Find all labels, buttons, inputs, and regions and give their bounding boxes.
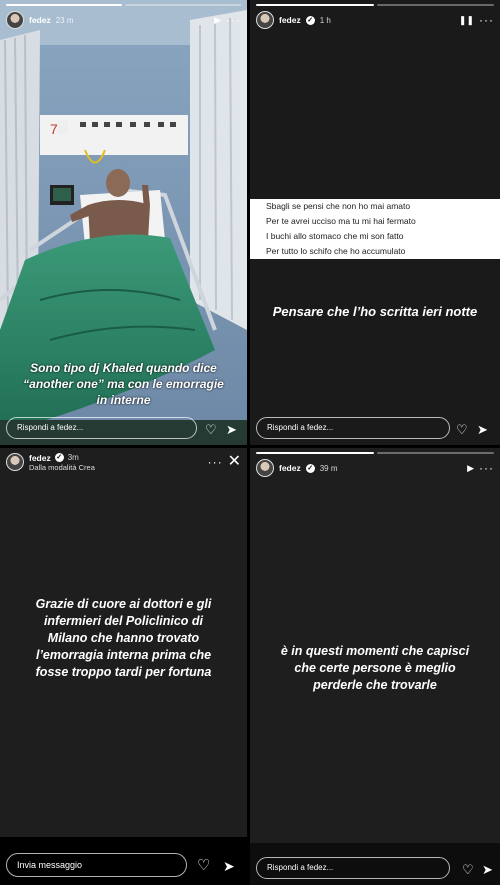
username[interactable]: fedez bbox=[29, 452, 51, 463]
reply-input[interactable]: Rispondi a fedez... bbox=[6, 417, 197, 439]
send-icon[interactable]: ➤ bbox=[223, 858, 235, 874]
progress-segment bbox=[256, 452, 374, 454]
progress-segment bbox=[377, 4, 495, 6]
story-panel-quote bbox=[250, 448, 500, 885]
verified-badge-icon: ✓ bbox=[307, 16, 314, 24]
progress-segment bbox=[6, 4, 122, 6]
lyrics-box bbox=[250, 199, 500, 259]
heart-icon[interactable]: ♡ bbox=[205, 422, 217, 437]
more-options-icon[interactable]: ··· bbox=[226, 13, 241, 27]
avatar[interactable] bbox=[6, 11, 24, 29]
story-caption: Pensare che l’ho scritta ieri notte bbox=[272, 304, 478, 319]
story-caption: è in questi momenti che capisci che certe persone è meglio perderle che trovarle bbox=[280, 644, 470, 692]
pause-icon[interactable]: ❚❚ bbox=[458, 14, 474, 25]
more-options-icon[interactable]: ··· bbox=[479, 13, 494, 27]
post-time: 23 m bbox=[55, 15, 74, 25]
heart-icon[interactable]: ♡ bbox=[462, 862, 474, 877]
more-options-icon[interactable]: ··· bbox=[207, 455, 223, 469]
username[interactable]: fedez bbox=[29, 15, 51, 25]
more-options-icon[interactable]: ··· bbox=[479, 461, 494, 475]
verified-badge-icon: ✓ bbox=[56, 454, 63, 461]
heart-icon[interactable]: ♡ bbox=[197, 857, 211, 874]
send-icon[interactable]: ➤ bbox=[477, 422, 488, 437]
play-icon[interactable]: ▶ bbox=[214, 14, 221, 25]
avatar[interactable] bbox=[6, 453, 24, 471]
story-header bbox=[6, 10, 241, 30]
avatar[interactable] bbox=[256, 459, 274, 477]
post-time: 3m bbox=[67, 453, 79, 462]
username[interactable]: fedez bbox=[279, 15, 301, 25]
heart-icon[interactable]: ♡ bbox=[456, 422, 468, 437]
post-time: 1 h bbox=[319, 15, 331, 25]
lyrics-line: Sbagli se pensi che non ho mai amato bbox=[266, 201, 411, 211]
message-input[interactable]: Invia messaggio bbox=[6, 853, 187, 877]
lyrics-line: Per tutto lo schifo che ho accumulato bbox=[266, 246, 406, 256]
story-progress bbox=[256, 4, 494, 6]
send-icon[interactable]: ➤ bbox=[482, 862, 493, 877]
reply-input[interactable]: Rispondi a fedez... bbox=[256, 857, 450, 879]
verified-badge-icon: ✓ bbox=[307, 464, 314, 472]
story-header bbox=[256, 10, 494, 30]
post-time: 39 m bbox=[319, 463, 338, 473]
progress-segment bbox=[125, 4, 241, 6]
lyrics-line: I buchi allo stomaco che mi son fatto bbox=[266, 231, 404, 241]
story-panel-lyrics bbox=[250, 0, 500, 445]
avatar[interactable] bbox=[256, 11, 274, 29]
story-progress bbox=[6, 4, 241, 6]
hospital-number: 7 bbox=[50, 121, 58, 137]
story-progress bbox=[256, 452, 494, 454]
progress-segment bbox=[256, 4, 374, 6]
story-panel-thanks bbox=[0, 448, 247, 885]
create-mode-label[interactable]: Dalla modalità Crea bbox=[29, 462, 95, 472]
story-caption: Grazie di cuore ai dottori e gli infermieri del Policlinico di Milano che hanno trovato l’emorragia interna prima che fosse troppo tardi per fortuna bbox=[35, 597, 212, 679]
story-caption: Sono tipo dj Khaled quando dice “another one” ma con le emorragie in interne bbox=[23, 361, 224, 407]
username[interactable]: fedez bbox=[279, 463, 301, 473]
story-panel-hospital bbox=[0, 0, 247, 445]
story-header bbox=[256, 458, 494, 478]
story-header bbox=[6, 452, 241, 472]
progress-segment bbox=[377, 452, 495, 454]
send-icon[interactable]: ➤ bbox=[226, 422, 237, 437]
close-icon[interactable]: ✕ bbox=[227, 453, 241, 470]
reply-input[interactable]: Rispondi a fedez... bbox=[256, 417, 450, 439]
lyrics-line: Per te avrei ucciso ma tu mi hai fermato bbox=[266, 216, 416, 226]
play-icon[interactable]: ▶ bbox=[467, 462, 474, 473]
